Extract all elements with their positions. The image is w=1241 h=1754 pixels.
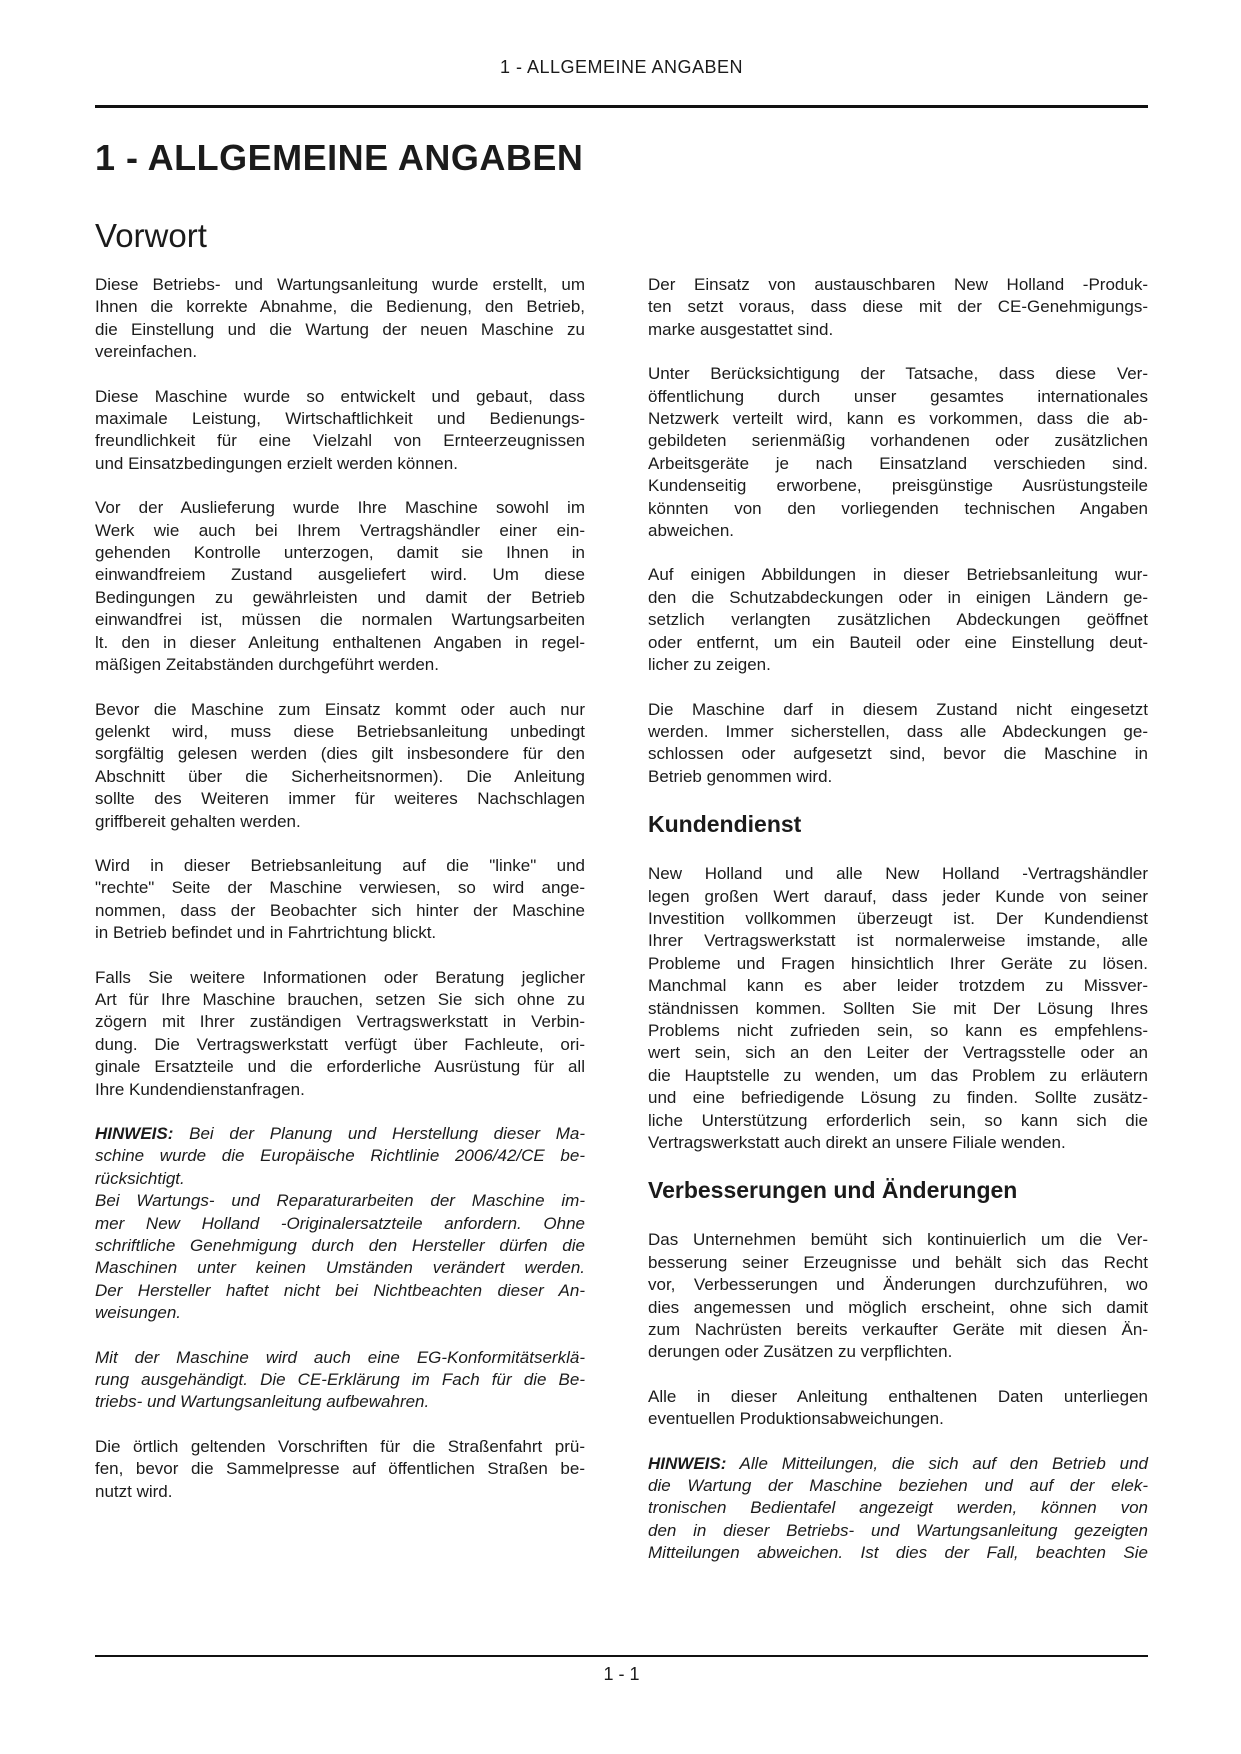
text-line: Wird in dieser Betriebsanleitung auf die "linke" und [95, 855, 585, 875]
text-line: mer New Holland -Originalersatzteile anfordern. Ohne [95, 1213, 585, 1233]
text-line: die Wartung der Maschine beziehen und auf der elek- [648, 1476, 1148, 1496]
text-line: wert sein, sich an den Leiter der Vertragsstelle oder an [648, 1043, 1148, 1063]
two-column-body [95, 274, 1148, 1587]
paragraph [95, 1347, 585, 1414]
text-line: Der Einsatz von austauschbaren New Holland -Produk- [648, 275, 1148, 294]
text-line: setzlich verlangten zusätzlichen Abdeckungen geöffnet [648, 610, 1148, 630]
paragraph [648, 699, 1148, 789]
text-line: den die Schutzabdeckungen oder in einigen Ländern ge- [648, 587, 1148, 607]
text-line: dies angemessen und möglich erscheint, ohne sich damit [648, 1297, 1148, 1317]
paragraph [95, 1436, 585, 1503]
text-line: Falls Sie weitere Informationen oder Beratung jeglicher [95, 967, 585, 987]
text-line: griffbereit gehalten werden. [95, 811, 301, 831]
paragraph [95, 386, 585, 476]
text-line: zögern mit Ihrer zuständigen Vertragswerkstatt in Verbin- [95, 1012, 585, 1032]
note-lead: HINWEIS: [95, 1124, 174, 1143]
text-line: sollte des Weiteren immer für weiteres Nachschlagen [95, 789, 585, 809]
text-line: die Hauptstelle zu wenden, um das Problem zu erläutern [648, 1065, 1148, 1085]
text-line: Netzwerk verteilt wird, kann es vorkommen, dass die ab- [648, 409, 1148, 429]
text-line: einwandfreiem Zustand ausgeliefert wird. Um diese [95, 565, 585, 585]
text-line: fen, bevor die Sammelpresse auf öffentlichen Straßen be- [95, 1459, 585, 1479]
text-line: Das Unternehmen bemüht sich kontinuierlich um die Ver- [648, 1230, 1148, 1250]
text-line: Maschinen unter keinen Umständen verändert werden. [95, 1258, 585, 1278]
text-line: ständnissen kommen. Sollten Sie mit Der Lösung Ihres [648, 998, 1148, 1018]
text-line: triebs- und Wartungsanleitung aufbewahren. [95, 1392, 430, 1412]
text-line: Bei Wartungs- und Reparaturarbeiten der Maschine im- [95, 1191, 585, 1211]
text-line: HINWEIS: Bei der Planung und Herstellung dieser Ma- [95, 1124, 585, 1143]
text-line: besserung seiner Erzeugnisse und behält sich das Recht [648, 1252, 1148, 1272]
text-line: und Einsatzbedingungen erzielt werden können. [95, 453, 458, 473]
text-line: Vor der Auslieferung wurde Ihre Maschine sowohl im [95, 498, 585, 518]
text-line: vereinfachen. [95, 342, 198, 362]
running-header: 1 - ALLGEMEINE ANGABEN [499, 57, 744, 77]
text-line: nommen, dass der Beobachter sich hinter der Maschine [95, 900, 585, 920]
text-line: könnten von den vorliegenden technischen Angaben [648, 498, 1148, 518]
text-line: freundlichkeit für eine Vielzahl von Ernteerzeugnissen [95, 431, 585, 451]
header-rule [95, 105, 1148, 108]
text-line: tronischen Bedientafel angezeigt werden, können von [648, 1498, 1148, 1518]
text-line: Mitteilungen abweichen. Ist dies der Fall, beachten Sie [648, 1543, 1148, 1563]
left-column [95, 274, 585, 1525]
text-line: schlossen oder aufgesetzt sind, bevor die Maschine in [648, 744, 1148, 764]
text-line: ten setzt voraus, dass diese mit der CE-Genehmigungs- [648, 297, 1148, 317]
paragraph [95, 497, 585, 676]
paragraph [95, 274, 585, 364]
text-line: Werk wie auch bei Ihrem Vertragshändler einer ein- [95, 520, 585, 540]
paragraph [648, 1386, 1148, 1431]
paragraph [95, 855, 585, 945]
text-line: Ihnen die korrekte Abnahme, die Bedienung, den Betrieb, [95, 297, 585, 317]
text-line: "rechte" Seite der Maschine verwiesen, so wird ange- [95, 878, 585, 898]
text-line: Arbeitsgeräte je nach Einsatzland verschieden sind. [648, 453, 1148, 473]
text-line: abweichen. [648, 521, 735, 541]
text-line: dung. Die Vertragswerkstatt verfügt über Fachleute, ori- [95, 1034, 585, 1054]
text-line: eventuellen Produktionsabweichungen. [648, 1409, 944, 1429]
text-line: rung ausgehändigt. Die CE-Erklärung im Fach für die Be- [95, 1370, 585, 1390]
right-column [648, 274, 1148, 1587]
text-line: marke ausgestattet sind. [648, 319, 834, 339]
paragraph [648, 363, 1148, 542]
text-line: mäßigen Zeitabständen durchgeführt werden. [95, 655, 439, 675]
text-line: lt. den in dieser Anleitung enthaltenen Angaben in regel- [95, 632, 585, 652]
footer-rule [95, 1655, 1148, 1657]
text-line: Betrieb genommen wird. [648, 766, 833, 786]
text-line: Ihrer Vertragswerkstatt ist normalerweise imstande, alle [648, 931, 1148, 951]
text-line: vor, Verbesserungen und Änderungen durchzuführen, wo [648, 1275, 1148, 1295]
text-line: weisungen. [95, 1303, 182, 1323]
text-line: Mit der Maschine wird auch eine EG-Konformitätserklä- [95, 1347, 585, 1367]
column-heading: Verbesserungen und Änderungen [648, 1177, 1018, 1204]
text-line: Art für Ihre Maschine brauchen, setzen Sie sich ohne zu [95, 989, 585, 1009]
page-footer [95, 1655, 1148, 1685]
text-line: Problems nicht zufrieden sein, so kann es empfehlens- [648, 1020, 1148, 1040]
text-line: liche Unterstützung erforderlich sein, so kann sich die [648, 1110, 1148, 1130]
text-line: Auf einigen Abbildungen in dieser Betriebsanleitung wur- [648, 565, 1148, 585]
text-line: Vertragswerkstatt auch direkt an unsere Filiale wenden. [648, 1133, 1066, 1152]
text-line: Die örtlich geltenden Vorschriften für die Straßenfahrt prü- [95, 1436, 585, 1456]
text-line: schine wurde die Europäische Richtlinie 2006/42/CE be- [95, 1146, 585, 1166]
text-line: Ihre Kundendienstanfragen. [95, 1079, 305, 1099]
text-line: öffentlichung durch unser gesamtes internationales [648, 386, 1148, 406]
text-line: Die Maschine darf in diesem Zustand nicht eingesetzt [648, 699, 1148, 719]
text-line: New Holland und alle New Holland -Vertragshändler [648, 864, 1148, 884]
text-line: den in dieser Betriebs- und Wartungsanleitung gezeigten [648, 1520, 1148, 1540]
paragraph [95, 967, 585, 1101]
text-line: gelenkt wird, muss diese Betriebsanleitung unbedingt [95, 721, 585, 741]
text-line: einwandfrei ist, müssen die normalen Wartungsarbeiten [95, 610, 585, 630]
paragraph [648, 274, 1148, 341]
text-line: schriftliche Genehmigung durch den Hersteller dürfen die [95, 1236, 585, 1256]
text-line: Manchmal kann es aber leider trotzdem zu Missver- [648, 976, 1148, 996]
text-line: Kundenseitig erworbene, preisgünstige Ausrüstungsteile [648, 476, 1148, 496]
text-line: legen großen Wert darauf, dass jeder Kunde von seiner [648, 886, 1148, 906]
text-line: Investition vollkommen überzeugt ist. Der Kundendienst [648, 908, 1148, 928]
paragraph [648, 564, 1148, 676]
paragraph [648, 863, 1148, 1154]
section-heading-vorwort: Vorwort [95, 217, 207, 254]
text-line: licher zu zeigen. [648, 655, 771, 675]
text-line: werden. Immer sicherstellen, dass alle Abdeckungen ge- [648, 721, 1148, 741]
text-line: oder entfernt, um ein Bauteil oder eine Einstellung deut- [648, 632, 1148, 652]
text-line: in Betrieb befindet und in Fahrtrichtung blickt. [95, 923, 437, 943]
text-line: Probleme und Fragen hinsichtlich Ihrer Geräte zu lösen. [648, 953, 1148, 973]
paragraph [648, 1229, 1148, 1363]
text-line: gehenden Kontrolle unterzogen, damit sie Ihnen in [95, 543, 585, 563]
page-number: 1 - 1 [603, 1664, 640, 1684]
text-line: rücksichtigt. [95, 1168, 185, 1188]
text-line: nutzt wird. [95, 1481, 173, 1501]
text-line: ginale Ersatzteile und die erforderliche Ausrüstung für all [95, 1057, 585, 1077]
text-line: Diese Betriebs- und Wartungsanleitung wurde erstellt, um [95, 275, 585, 294]
paragraph [95, 1123, 585, 1325]
note-lead: HINWEIS: [648, 1453, 727, 1473]
page-title: 1 - ALLGEMEINE ANGABEN [95, 137, 584, 178]
text-line: Bedingungen zu gewährleisten und damit der Betrieb [95, 587, 585, 607]
text-line: Unter Berücksichtigung der Tatsache, dass diese Ver- [648, 364, 1148, 384]
text-line: die Einstellung und die Wartung der neuen Maschine zu [95, 319, 585, 339]
text-line: gebildeten serienmäßig vorhandenen oder zusätzlichen [648, 431, 1148, 451]
text-line: maximale Leistung, Wirtschaftlichkeit und Bedienungs- [95, 409, 585, 429]
text-line: Der Hersteller haftet nicht bei Nichtbeachten dieser An- [95, 1280, 585, 1300]
text-line: Diese Maschine wurde so entwickelt und gebaut, dass [95, 386, 585, 406]
column-heading: Kundendienst [648, 811, 802, 838]
text-line: Bevor die Maschine zum Einsatz kommt oder auch nur [95, 699, 585, 719]
paragraph [95, 699, 585, 833]
text-line: derungen oder Zusätzen zu verpflichten. [648, 1342, 953, 1362]
text-line: sorgfältig gelesen werden (dies gilt insbesondere für den [95, 744, 585, 764]
text-line: Alle in dieser Anleitung enthaltenen Daten unterliegen [648, 1386, 1148, 1406]
paragraph [648, 1453, 1148, 1565]
text-line: Abschnitt über die Sicherheitsnormen). Die Anleitung [95, 766, 585, 786]
text-line: HINWEIS: Alle Mitteilungen, die sich auf den Betrieb und [648, 1453, 1148, 1473]
text-line: und eine befriedigende Lösung zu finden. Sollte zusätz- [648, 1088, 1148, 1108]
text-line: zum Nachrüsten bereits verkaufter Geräte mit diesen Än- [648, 1320, 1148, 1340]
